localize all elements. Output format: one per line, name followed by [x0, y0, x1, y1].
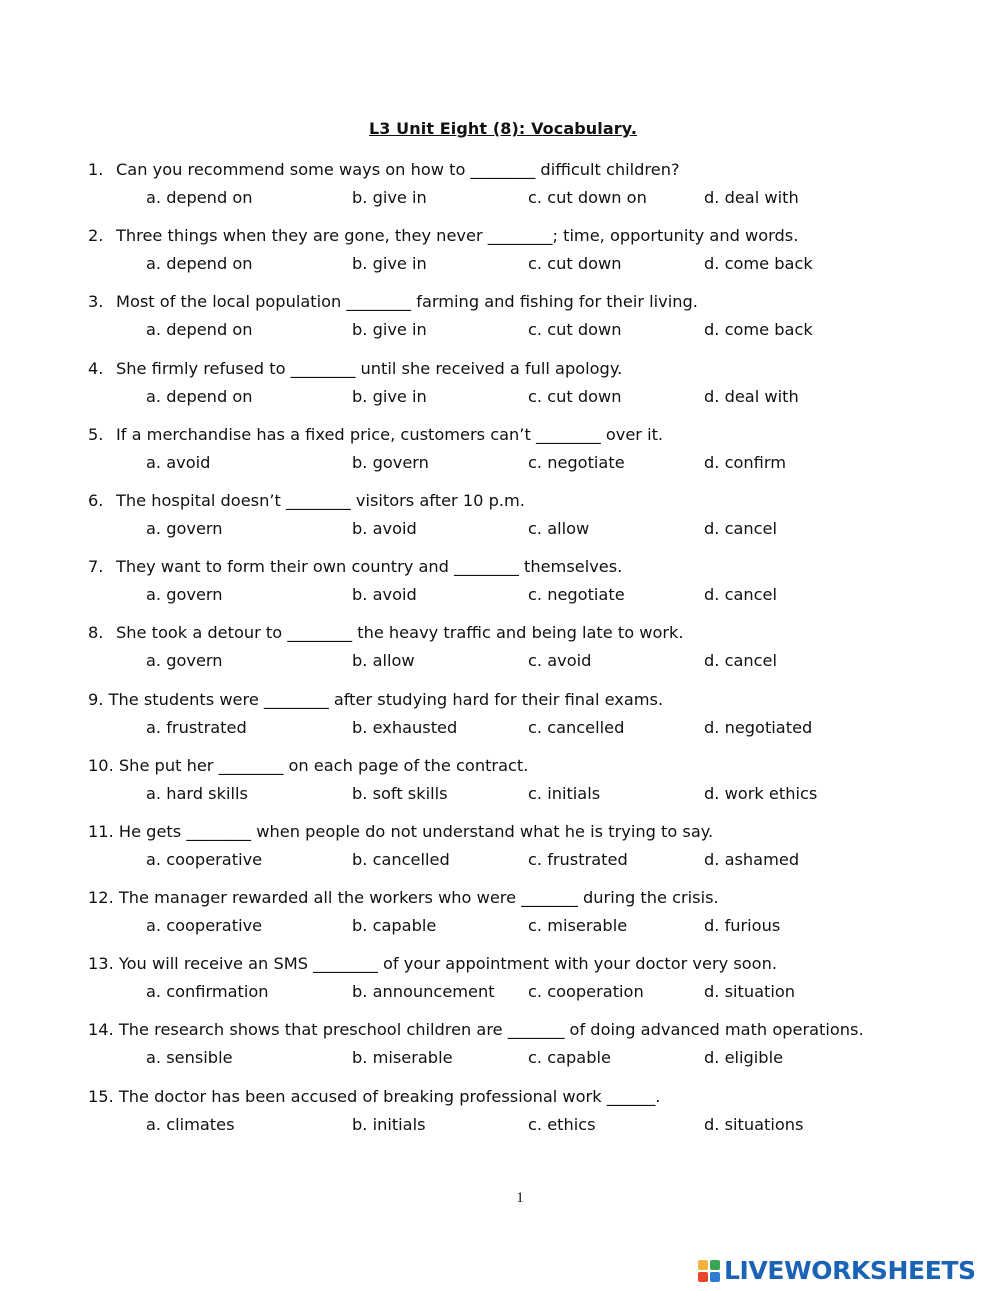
option-c[interactable]: c. negotiate: [528, 585, 625, 605]
question-text: He gets ________ when people do not understand what he is trying to say.: [118, 821, 714, 841]
option-c[interactable]: c. cut down: [528, 254, 622, 274]
question-item: [88, 754, 968, 820]
option-a[interactable]: a. govern: [146, 585, 223, 605]
question-text: She firmly refused to ________ until she received a full apology.: [116, 358, 623, 378]
option-c[interactable]: c. allow: [528, 518, 590, 538]
question-number: 7.: [88, 557, 104, 577]
option-c[interactable]: c. negotiate: [528, 452, 625, 472]
option-d[interactable]: d. work ethics: [704, 783, 818, 803]
question-stem: [88, 226, 798, 246]
question-text: They want to form their own country and ________ themselves.: [116, 557, 623, 577]
option-a[interactable]: a. govern: [146, 518, 223, 538]
option-a[interactable]: a. cooperative: [146, 916, 263, 936]
question-item: [88, 886, 968, 952]
question-number: 5.: [88, 424, 104, 444]
question-number: 1.: [88, 160, 104, 179]
option-b[interactable]: b. announcement: [352, 982, 495, 1002]
logo-tile-green: [710, 1260, 720, 1270]
question-item: [88, 1018, 968, 1084]
option-d[interactable]: d. deal with: [704, 386, 799, 406]
option-c[interactable]: c. ethics: [528, 1114, 596, 1134]
option-d[interactable]: d. cancel: [704, 518, 778, 538]
option-b[interactable]: b. give in: [352, 386, 427, 406]
option-b[interactable]: b. give in: [352, 254, 427, 274]
question-text: The hospital doesn’t ________ visitors after 10 p.m.: [116, 490, 525, 510]
option-b[interactable]: b. exhausted: [352, 717, 458, 737]
question-stem: [88, 756, 528, 776]
option-b[interactable]: b. allow: [352, 651, 415, 671]
option-a[interactable]: a. depend on: [146, 320, 253, 340]
question-item: [88, 489, 968, 555]
question-item: [88, 1085, 968, 1151]
page-number: 1: [516, 1190, 524, 1206]
logo-tile-yellow: [698, 1260, 708, 1270]
option-c[interactable]: c. miserable: [528, 916, 628, 936]
option-d[interactable]: d. ashamed: [704, 849, 800, 869]
option-a[interactable]: a. depend on: [146, 386, 253, 406]
logo-tile-blue: [710, 1272, 720, 1282]
question-stem: [88, 292, 698, 312]
question-stem: [88, 491, 525, 511]
question-number: 3.: [88, 292, 104, 312]
logo-mark-icon: [698, 1260, 720, 1282]
question-number: 8.: [88, 623, 104, 643]
option-d[interactable]: d. eligible: [704, 1048, 784, 1068]
question-text: The students were ________ after studying hard for their final exams.: [108, 689, 664, 709]
question-item: [88, 688, 968, 754]
option-a[interactable]: a. depend on: [146, 188, 253, 207]
question-number: 9.: [88, 689, 104, 709]
option-d[interactable]: d. furious: [704, 916, 781, 936]
question-item: [88, 290, 968, 356]
option-d[interactable]: d. come back: [704, 254, 813, 274]
option-a[interactable]: a. avoid: [146, 452, 211, 472]
option-d[interactable]: d. confirm: [704, 452, 786, 472]
option-a[interactable]: a. hard skills: [146, 783, 248, 803]
question-stem: [88, 359, 622, 379]
question-text: The doctor has been accused of breaking professional work ______.: [118, 1086, 661, 1106]
option-b[interactable]: b. soft skills: [352, 783, 448, 803]
question-number: 4.: [88, 358, 104, 378]
question-item: [88, 224, 968, 290]
option-c[interactable]: c. cut down: [528, 320, 622, 340]
question-item: [88, 555, 968, 621]
question-number: 15.: [88, 1086, 114, 1106]
question-stem: [88, 425, 663, 445]
question-stem: [88, 690, 663, 710]
option-b[interactable]: b. miserable: [352, 1048, 453, 1068]
question-text: Can you recommend some ways on how to ________ difficult children?: [116, 160, 680, 179]
question-text: Three things when they are gone, they never ________; time, opportunity and words.: [116, 226, 799, 246]
question-text: If a merchandise has a fixed price, customers can’t ________ over it.: [116, 424, 664, 444]
option-b[interactable]: b. govern: [352, 452, 429, 472]
option-a[interactable]: a. confirmation: [146, 982, 269, 1002]
question-stem: [88, 1020, 864, 1040]
question-text: You will receive an SMS ________ of your appointment with your doctor very soon.: [118, 954, 777, 974]
option-c[interactable]: c. cut down on: [528, 188, 647, 207]
question-stem: [88, 623, 684, 643]
page-title: L3 Unit Eight (8): Vocabulary.: [368, 119, 638, 138]
option-b[interactable]: b. give in: [352, 320, 427, 340]
option-b[interactable]: b. avoid: [352, 518, 417, 538]
question-stem: [88, 160, 680, 180]
option-a[interactable]: a. climates: [146, 1114, 235, 1134]
option-a[interactable]: a. cooperative: [146, 849, 263, 869]
option-b[interactable]: b. avoid: [352, 585, 417, 605]
option-a[interactable]: a. govern: [146, 651, 223, 671]
question-stem: [88, 954, 777, 974]
question-item: [88, 952, 968, 1018]
option-b[interactable]: b. capable: [352, 916, 437, 936]
question-item: [88, 621, 968, 687]
question-list: [88, 158, 968, 1151]
option-c[interactable]: c. cooperation: [528, 982, 644, 1002]
logo-text: LIVEWORKSHEETS: [724, 1256, 976, 1285]
question-item: [88, 158, 968, 224]
option-d[interactable]: d. cancel: [704, 651, 778, 671]
option-a[interactable]: a. frustrated: [146, 717, 247, 737]
option-c[interactable]: c. frustrated: [528, 849, 628, 869]
question-number: 2.: [88, 226, 104, 246]
option-d[interactable]: d. deal with: [704, 188, 799, 207]
question-item: [88, 423, 968, 489]
question-text: She took a detour to ________ the heavy traffic and being late to work.: [116, 623, 684, 643]
question-number: 14.: [88, 1020, 114, 1040]
option-d[interactable]: d. cancel: [704, 585, 778, 605]
question-item: [88, 357, 968, 423]
question-text: The manager rewarded all the workers who were _______ during the crisis.: [118, 888, 719, 908]
option-b[interactable]: b. give in: [352, 188, 427, 207]
question-text: She put her ________ on each page of the contract.: [118, 755, 529, 775]
question-number: 6.: [88, 490, 104, 510]
option-b[interactable]: b. cancelled: [352, 849, 450, 869]
question-text: Most of the local population ________ farming and fishing for their living.: [116, 292, 698, 312]
option-d[interactable]: d. negotiated: [704, 717, 813, 737]
question-stem: [88, 822, 713, 842]
option-a[interactable]: a. depend on: [146, 254, 253, 274]
question-stem: [88, 888, 719, 908]
question-text: The research shows that preschool children are _______ of doing advanced math operations.: [118, 1020, 864, 1040]
option-c[interactable]: c. initials: [528, 783, 601, 803]
question-number: 13.: [88, 954, 114, 974]
question-number: 10.: [88, 755, 114, 775]
logo-tile-red: [698, 1272, 708, 1282]
option-d[interactable]: d. situation: [704, 982, 796, 1002]
option-c[interactable]: c. capable: [528, 1048, 611, 1068]
option-c[interactable]: c. cancelled: [528, 717, 625, 737]
option-c[interactable]: c. cut down: [528, 386, 622, 406]
liveworksheets-logo: [698, 1258, 976, 1284]
option-d[interactable]: d. come back: [704, 320, 813, 340]
question-stem: [88, 1087, 660, 1107]
question-number: 12.: [88, 888, 114, 908]
question-item: [88, 820, 968, 886]
option-a[interactable]: a. sensible: [146, 1048, 233, 1068]
option-b[interactable]: b. initials: [352, 1114, 426, 1134]
question-stem: [88, 557, 622, 577]
option-c[interactable]: c. avoid: [528, 651, 592, 671]
option-d[interactable]: d. situations: [704, 1114, 804, 1134]
question-number: 11.: [88, 821, 114, 841]
